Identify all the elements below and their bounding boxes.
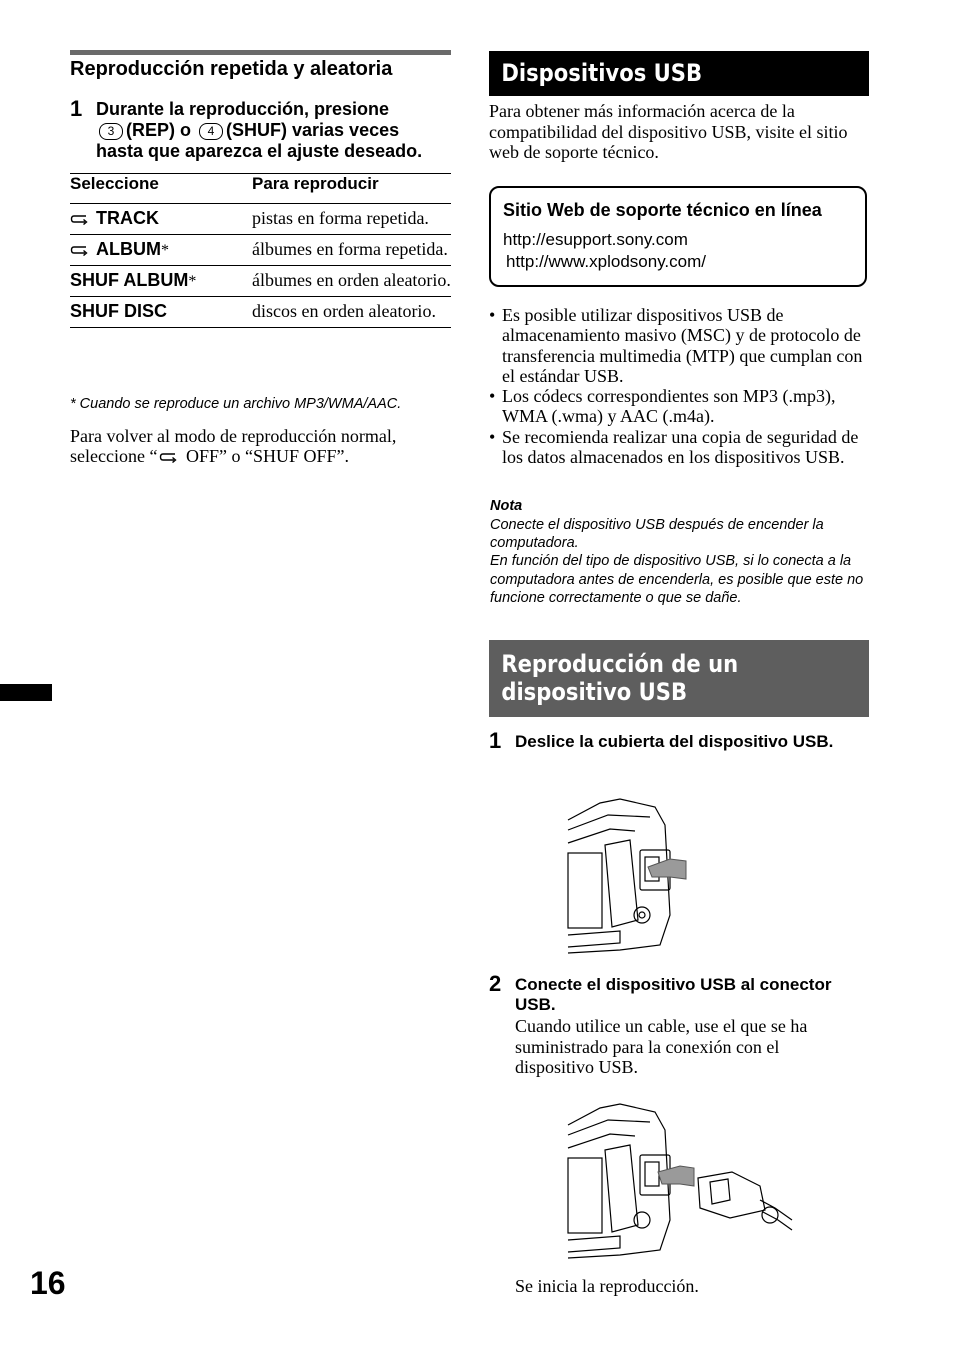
list-item: • Se recomienda realizar una copia de seguridad de los datos almacenados en los dispositivos USB. — [489, 427, 869, 468]
section-tab-marker — [0, 684, 52, 701]
table-cell-play: álbumes en forma repetida. — [252, 235, 451, 266]
table-row — [70, 204, 451, 235]
col-header-select: Seleccione — [70, 174, 252, 204]
usb-step-1-number: 1 — [489, 728, 502, 753]
play-mode-table — [70, 173, 451, 328]
footnote: * Cuando se reproduce un archivo MP3/WMA/AAC. — [70, 396, 402, 412]
table-row — [70, 266, 451, 297]
support-url-2[interactable]: http://www.xplodsony.com/ — [506, 252, 706, 271]
section-heading-repeat-shuffle: Reproducción repetida y aleatoria — [70, 58, 393, 80]
key-3-icon: 3 — [99, 123, 123, 140]
table-cell-select: SHUF DISC — [70, 297, 252, 328]
support-website-title: Sitio Web de soporte técnico en línea — [503, 200, 822, 220]
table-cell-play: pistas en forma repetida. — [252, 204, 451, 235]
usb-notes-list — [489, 305, 869, 467]
banner-usb-devices: Dispositivos USB — [489, 51, 869, 96]
banner-usb-playback: Reproducción de un dispositivo USB — [489, 640, 869, 717]
support-url-1[interactable]: http://esupport.sony.com — [503, 230, 688, 249]
support-website-box — [489, 186, 867, 287]
table-cell-select: SHUF ALBUM* — [70, 266, 252, 297]
usb-intro-paragraph: Para obtener más información acerca de la compatibilidad del dispositivo USB, visite el sitio web de soporte técnico. — [489, 101, 848, 162]
step-1-instruction: Durante la reproducción, presione 3 (REP) o 4 (SHUF) varias veces hasta que aparezca el ajuste deseado. — [96, 99, 423, 161]
key-4-icon: 4 — [199, 123, 223, 140]
usb-cover-illustration — [560, 795, 700, 955]
repeat-icon — [70, 244, 90, 256]
repeat-icon — [159, 451, 179, 463]
col-header-play: Para reproducir — [252, 174, 451, 204]
note-text: Conecte el dispositivo USB después de encender la computadora. En función del tipo de dispositivo USB, si lo conecta a la computadora antes de encenderla, es posible que este no funcione correctamente o que se dañe. — [490, 517, 864, 606]
usb-connect-illustration — [560, 1100, 800, 1260]
usb-step-2-body: Cuando utilice un cable, use el que se ha suministrado para la conexión con el dispositivo USB. — [515, 1016, 808, 1077]
repeat-icon — [70, 213, 90, 225]
table-row — [70, 235, 451, 266]
table-cell-play: álbumes en orden aleatorio. — [252, 266, 451, 297]
step-1-number: 1 — [70, 96, 83, 121]
usb-step-2-number: 2 — [489, 971, 502, 996]
usb-step-1-instruction: Deslice la cubierta del dispositivo USB. — [515, 732, 834, 751]
section-rule — [70, 50, 451, 55]
table-cell-select: TRACK — [70, 204, 252, 235]
playback-starts-text: Se inicia la reproducción. — [515, 1276, 699, 1296]
usb-step-2-instruction: Conecte el dispositivo USB al conector USB. — [515, 975, 832, 1014]
note-title: Nota — [490, 498, 523, 514]
list-item: • Los códecs correspondientes son MP3 (.mp3), WMA (.wma) y AAC (.m4a). — [489, 386, 869, 427]
table-cell-select: ALBUM* — [70, 235, 252, 266]
table-row — [70, 297, 451, 328]
table-cell-play: discos en orden aleatorio. — [252, 297, 451, 328]
list-item: • Es posible utilizar dispositivos USB de almacenamiento masivo (MSC) y de protocolo de transferencia multimedia (MTP) que cumplan con el estándar USB. — [489, 305, 869, 386]
normal-mode-paragraph: Para volver al modo de reproducción normal, seleccione “ OFF” o “SHUF OFF”. — [70, 426, 397, 466]
page-number: 16 — [30, 1265, 66, 1301]
